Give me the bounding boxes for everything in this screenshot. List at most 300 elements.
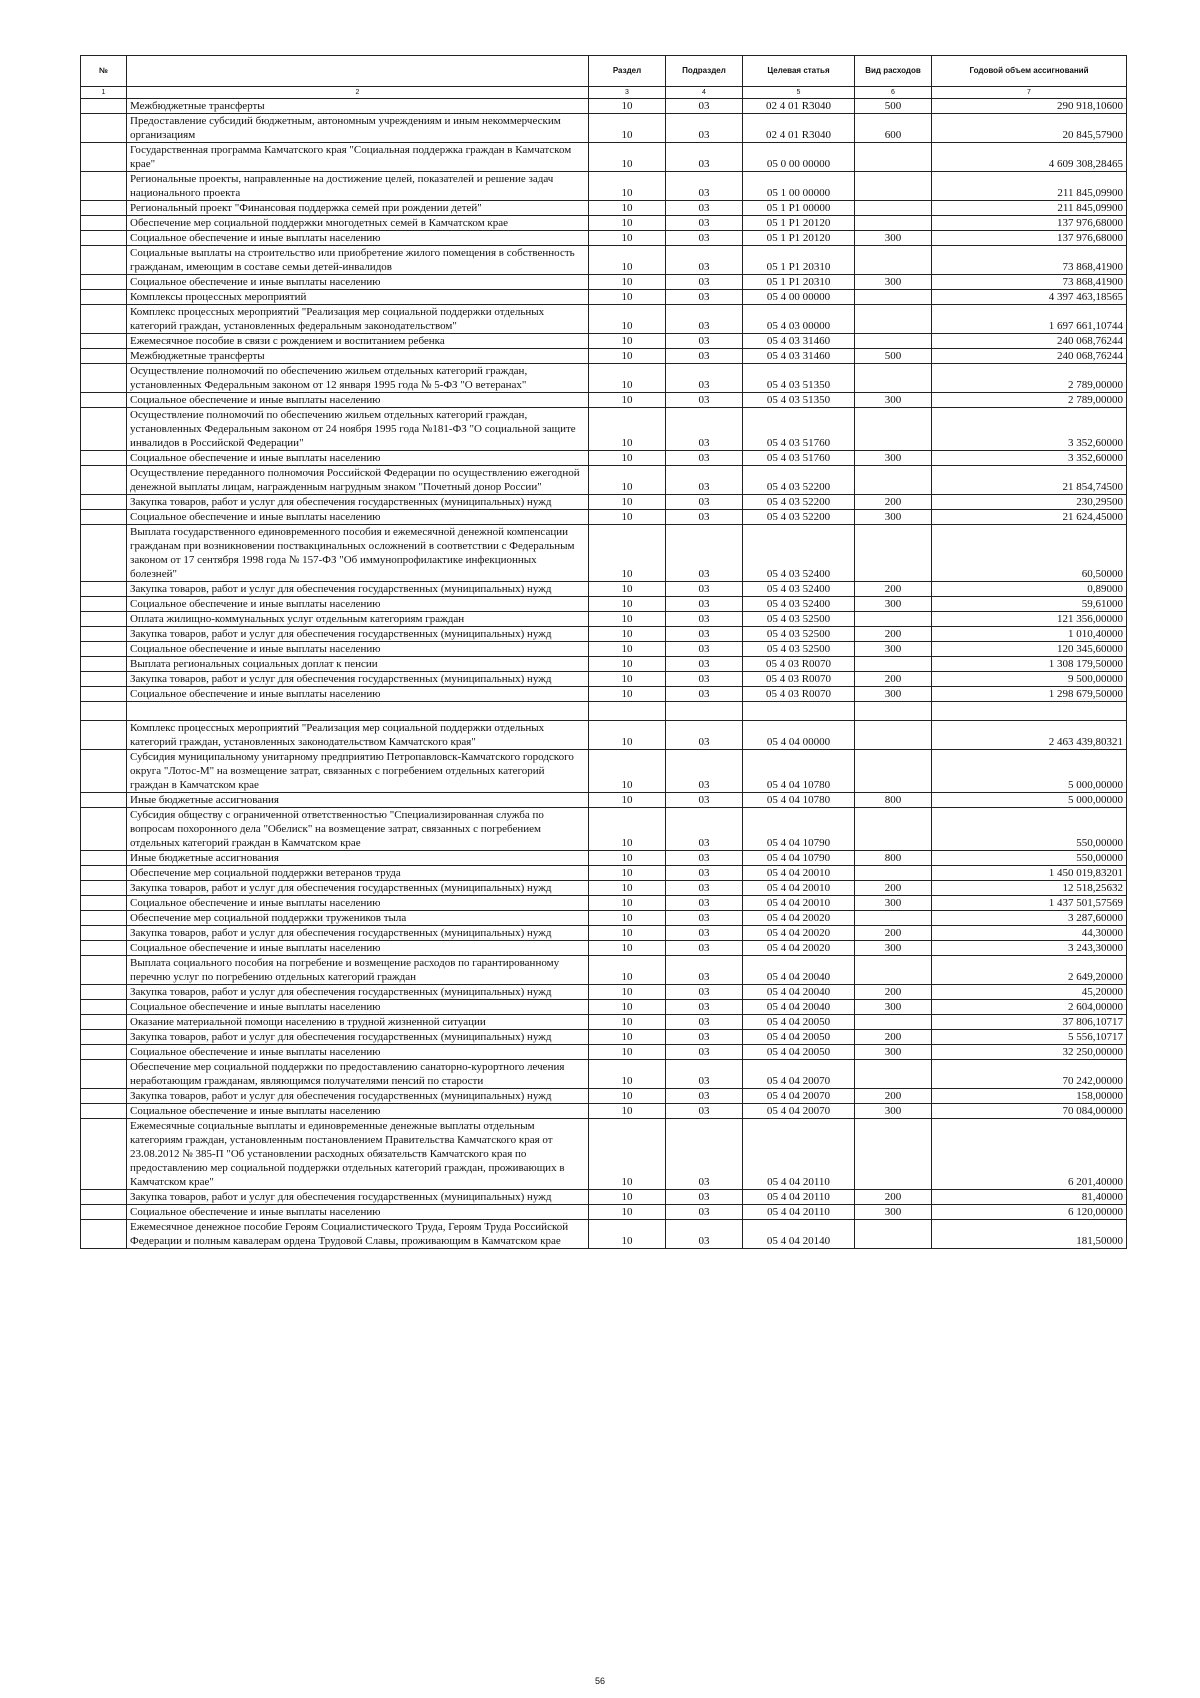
amount-cell: 2 649,20000 (932, 956, 1127, 985)
section-cell: 10 (589, 793, 666, 808)
expense-name-cell: Социальное обеспечение и иные выплаты населению (127, 597, 589, 612)
subsection-cell: 03 (666, 941, 743, 956)
row-number-cell (81, 1205, 127, 1220)
section-cell: 10 (589, 1205, 666, 1220)
table-row (81, 364, 1127, 393)
expense-name-cell: Обеспечение мер социальной поддержки ветеранов труда (127, 866, 589, 881)
target-article-cell: 05 4 03 52500 (743, 627, 855, 642)
header-name (127, 56, 589, 87)
table-row (81, 99, 1127, 114)
section-cell: 10 (589, 1119, 666, 1190)
expense-type-cell: 200 (855, 1190, 932, 1205)
expense-name-cell: Закупка товаров, работ и услуг для обеспечения государственных (муниципальных) нужд (127, 1089, 589, 1104)
subsection-cell: 03 (666, 305, 743, 334)
target-article-cell: 05 4 04 20050 (743, 1045, 855, 1060)
expense-name-cell: Закупка товаров, работ и услуг для обеспечения государственных (муниципальных) нужд (127, 1030, 589, 1045)
expense-type-cell: 200 (855, 672, 932, 687)
table-row (81, 851, 1127, 866)
target-article-cell: 05 1 P1 20310 (743, 246, 855, 275)
column-index: 7 (932, 87, 1127, 99)
section-cell: 10 (589, 627, 666, 642)
expense-type-cell (855, 721, 932, 750)
row-number-cell (81, 1060, 127, 1089)
row-number-cell (81, 750, 127, 793)
column-index: 3 (589, 87, 666, 99)
row-number-cell (81, 525, 127, 582)
table-row (81, 216, 1127, 231)
table-row (81, 657, 1127, 672)
table-row (81, 687, 1127, 702)
expense-type-cell (855, 143, 932, 172)
expense-name-cell: Субсидия муниципальному унитарному предприятию Петропавловск-Камчатского городского округа "Лотос-М" на возмещение затрат, связанных с погребением отдельных категорий граждан в Камчатском крае (127, 750, 589, 793)
row-number-cell (81, 393, 127, 408)
subsection-cell: 03 (666, 1119, 743, 1190)
expense-name-cell: Закупка товаров, работ и услуг для обеспечения государственных (муниципальных) нужд (127, 985, 589, 1000)
target-article-cell: 05 4 03 52200 (743, 495, 855, 510)
amount-cell: 137 976,68000 (932, 231, 1127, 246)
section-cell: 10 (589, 1220, 666, 1249)
expense-type-cell: 300 (855, 1000, 932, 1015)
column-index: 1 (81, 87, 127, 99)
expense-name-cell: Предоставление субсидий бюджетным, автономным учреждениям и иным некоммерческим организациям (127, 114, 589, 143)
table-row (81, 1045, 1127, 1060)
row-number-cell (81, 231, 127, 246)
target-article-cell: 05 4 03 51760 (743, 451, 855, 466)
expense-name-cell: Социальные выплаты на строительство или приобретение жилого помещения в собственность гражданам, имеющим в составе семьи детей-инвалидов (127, 246, 589, 275)
expense-name-cell: Закупка товаров, работ и услуг для обеспечения государственных (муниципальных) нужд (127, 1190, 589, 1205)
amount-cell: 240 068,76244 (932, 334, 1127, 349)
amount-cell: 6 201,40000 (932, 1119, 1127, 1190)
target-article-cell: 05 4 03 52500 (743, 612, 855, 627)
spacer-cell (743, 702, 855, 721)
target-article-cell: 05 4 04 20070 (743, 1089, 855, 1104)
row-number-cell (81, 582, 127, 597)
table-row (81, 926, 1127, 941)
row-number-cell (81, 510, 127, 525)
section-cell: 10 (589, 687, 666, 702)
target-article-cell: 05 4 03 R0070 (743, 672, 855, 687)
expense-name-cell: Государственная программа Камчатского края "Социальная поддержка граждан в Камчатском крае" (127, 143, 589, 172)
table-row (81, 349, 1127, 364)
subsection-cell: 03 (666, 408, 743, 451)
amount-cell: 211 845,09900 (932, 172, 1127, 201)
table-row (81, 143, 1127, 172)
section-cell: 10 (589, 364, 666, 393)
amount-cell: 5 556,10717 (932, 1030, 1127, 1045)
table-row (81, 896, 1127, 911)
section-cell: 10 (589, 114, 666, 143)
table-header-row (81, 56, 1127, 87)
section-cell: 10 (589, 1060, 666, 1089)
table-row (81, 866, 1127, 881)
table-row (81, 1190, 1127, 1205)
section-cell: 10 (589, 956, 666, 985)
row-number-cell (81, 1104, 127, 1119)
expense-name-cell: Закупка товаров, работ и услуг для обеспечения государственных (муниципальных) нужд (127, 672, 589, 687)
subsection-cell: 03 (666, 1030, 743, 1045)
expense-name-cell: Закупка товаров, работ и услуг для обеспечения государственных (муниципальных) нужд (127, 627, 589, 642)
section-cell: 10 (589, 275, 666, 290)
subsection-cell: 03 (666, 334, 743, 349)
amount-cell: 37 806,10717 (932, 1015, 1127, 1030)
expense-type-cell (855, 612, 932, 627)
table-row (81, 1205, 1127, 1220)
target-article-cell: 05 4 03 51760 (743, 408, 855, 451)
amount-cell: 21 854,74500 (932, 466, 1127, 495)
expense-type-cell: 200 (855, 881, 932, 896)
header-target-article: Целевая статья (743, 56, 855, 87)
subsection-cell: 03 (666, 642, 743, 657)
subsection-cell: 03 (666, 246, 743, 275)
expense-type-cell: 300 (855, 275, 932, 290)
expense-name-cell: Осуществление полномочий по обеспечению жильем отдельных категорий граждан, установленных Федеральным законом от 12 января 1995 года № 5-ФЗ "О ветеранах" (127, 364, 589, 393)
target-article-cell: 05 4 03 52200 (743, 466, 855, 495)
target-article-cell: 05 4 04 10780 (743, 750, 855, 793)
expense-name-cell: Региональные проекты, направленные на достижение целей, показателей и решение задач национального проекта (127, 172, 589, 201)
row-number-cell (81, 956, 127, 985)
subsection-cell: 03 (666, 1000, 743, 1015)
table-row (81, 1030, 1127, 1045)
amount-cell: 4 397 463,18565 (932, 290, 1127, 305)
row-number-cell (81, 1045, 127, 1060)
row-number-cell (81, 275, 127, 290)
section-cell: 10 (589, 896, 666, 911)
section-cell: 10 (589, 393, 666, 408)
target-article-cell: 05 4 03 51350 (743, 364, 855, 393)
section-cell: 10 (589, 305, 666, 334)
row-number-cell (81, 985, 127, 1000)
row-number-cell (81, 99, 127, 114)
section-cell: 10 (589, 510, 666, 525)
subsection-cell: 03 (666, 687, 743, 702)
expense-type-cell: 500 (855, 99, 932, 114)
amount-cell: 240 068,76244 (932, 349, 1127, 364)
target-article-cell: 05 4 04 10790 (743, 808, 855, 851)
table-row (81, 246, 1127, 275)
subsection-cell: 03 (666, 866, 743, 881)
expense-type-cell: 200 (855, 495, 932, 510)
section-cell: 10 (589, 1089, 666, 1104)
expense-type-cell: 300 (855, 231, 932, 246)
row-number-cell (81, 408, 127, 451)
expense-name-cell: Социальное обеспечение и иные выплаты населению (127, 451, 589, 466)
subsection-cell: 03 (666, 201, 743, 216)
expense-type-cell (855, 408, 932, 451)
subsection-cell: 03 (666, 597, 743, 612)
expense-name-cell: Межбюджетные трансферты (127, 99, 589, 114)
header-subsection: Подраздел (666, 56, 743, 87)
subsection-cell: 03 (666, 466, 743, 495)
row-number-cell (81, 1015, 127, 1030)
table-row (81, 525, 1127, 582)
amount-cell: 5 000,00000 (932, 793, 1127, 808)
target-article-cell: 02 4 01 R3040 (743, 114, 855, 143)
amount-cell: 70 242,00000 (932, 1060, 1127, 1089)
row-number-cell (81, 1190, 127, 1205)
amount-cell: 59,61000 (932, 597, 1127, 612)
budget-table (80, 55, 1127, 1249)
expense-name-cell: Обеспечение мер социальной поддержки многодетных семей в Камчатском крае (127, 216, 589, 231)
expense-type-cell: 200 (855, 1089, 932, 1104)
amount-cell: 550,00000 (932, 808, 1127, 851)
amount-cell: 21 624,45000 (932, 510, 1127, 525)
target-article-cell: 02 4 01 R3040 (743, 99, 855, 114)
expense-type-cell (855, 750, 932, 793)
row-number-cell (81, 687, 127, 702)
header-section: Раздел (589, 56, 666, 87)
section-cell: 10 (589, 642, 666, 657)
section-cell: 10 (589, 881, 666, 896)
amount-cell: 1 308 179,50000 (932, 657, 1127, 672)
section-cell: 10 (589, 246, 666, 275)
subsection-cell: 03 (666, 1205, 743, 1220)
expense-type-cell: 200 (855, 1030, 932, 1045)
amount-cell: 6 120,00000 (932, 1205, 1127, 1220)
amount-cell: 120 345,60000 (932, 642, 1127, 657)
table-row (81, 451, 1127, 466)
expense-type-cell: 300 (855, 1205, 932, 1220)
expense-type-cell (855, 290, 932, 305)
expense-type-cell (855, 1015, 932, 1030)
subsection-cell: 03 (666, 290, 743, 305)
amount-cell: 3 243,30000 (932, 941, 1127, 956)
target-article-cell: 05 1 P1 20120 (743, 216, 855, 231)
expense-type-cell (855, 911, 932, 926)
expense-name-cell: Социальное обеспечение и иные выплаты населению (127, 642, 589, 657)
row-number-cell (81, 672, 127, 687)
table-column-index-row (81, 87, 1127, 99)
expense-name-cell: Комплексы процессных мероприятий (127, 290, 589, 305)
expense-name-cell: Закупка товаров, работ и услуг для обеспечения государственных (муниципальных) нужд (127, 881, 589, 896)
amount-cell: 2 604,00000 (932, 1000, 1127, 1015)
section-cell: 10 (589, 99, 666, 114)
section-cell: 10 (589, 466, 666, 495)
subsection-cell: 03 (666, 1220, 743, 1249)
target-article-cell: 05 4 04 20010 (743, 896, 855, 911)
expense-type-cell: 200 (855, 985, 932, 1000)
section-cell: 10 (589, 172, 666, 201)
expense-name-cell: Обеспечение мер социальной поддержки по предоставлению санаторно-курортного лечения неработающим гражданам, являющимся получателями пенсий по старости (127, 1060, 589, 1089)
section-cell: 10 (589, 290, 666, 305)
expense-type-cell (855, 657, 932, 672)
table-row (81, 956, 1127, 985)
table-row (81, 334, 1127, 349)
target-article-cell: 05 4 04 20040 (743, 985, 855, 1000)
table-row (81, 275, 1127, 290)
spacer-cell (589, 702, 666, 721)
amount-cell: 1 437 501,57569 (932, 896, 1127, 911)
row-number-cell (81, 1220, 127, 1249)
section-cell: 10 (589, 1104, 666, 1119)
row-number-cell (81, 793, 127, 808)
target-article-cell: 05 4 04 20110 (743, 1119, 855, 1190)
row-number-cell (81, 926, 127, 941)
expense-name-cell: Иные бюджетные ассигнования (127, 793, 589, 808)
subsection-cell: 03 (666, 1190, 743, 1205)
subsection-cell: 03 (666, 393, 743, 408)
amount-cell: 137 976,68000 (932, 216, 1127, 231)
expense-name-cell: Осуществление полномочий по обеспечению жильем отдельных категорий граждан, установленных Федеральным законом от 24 ноября 1995 года №181-ФЗ "О социальной защите инвалидов в Российской Федерации" (127, 408, 589, 451)
amount-cell: 158,00000 (932, 1089, 1127, 1104)
section-cell: 10 (589, 525, 666, 582)
target-article-cell: 05 4 04 20040 (743, 1000, 855, 1015)
subsection-cell: 03 (666, 1015, 743, 1030)
header-number: № (81, 56, 127, 87)
row-number-cell (81, 896, 127, 911)
row-number-cell (81, 642, 127, 657)
section-cell: 10 (589, 866, 666, 881)
table-row (81, 510, 1127, 525)
subsection-cell: 03 (666, 985, 743, 1000)
expense-type-cell (855, 172, 932, 201)
row-number-cell (81, 246, 127, 275)
target-article-cell: 05 4 03 R0070 (743, 657, 855, 672)
row-number-cell (81, 172, 127, 201)
row-number-cell (81, 1000, 127, 1015)
expense-type-cell: 300 (855, 510, 932, 525)
table-row (81, 1000, 1127, 1015)
subsection-cell: 03 (666, 231, 743, 246)
expense-name-cell: Социальное обеспечение и иные выплаты населению (127, 941, 589, 956)
subsection-cell: 03 (666, 1104, 743, 1119)
subsection-cell: 03 (666, 911, 743, 926)
table-row (81, 642, 1127, 657)
table-row (81, 1104, 1127, 1119)
expense-name-cell: Социальное обеспечение и иные выплаты населению (127, 896, 589, 911)
section-cell: 10 (589, 612, 666, 627)
expense-type-cell: 600 (855, 114, 932, 143)
target-article-cell: 05 4 00 00000 (743, 290, 855, 305)
table-row (81, 305, 1127, 334)
table-row (81, 231, 1127, 246)
amount-cell: 12 518,25632 (932, 881, 1127, 896)
expense-name-cell: Закупка товаров, работ и услуг для обеспечения государственных (муниципальных) нужд (127, 926, 589, 941)
expense-type-cell: 300 (855, 642, 932, 657)
row-number-cell (81, 851, 127, 866)
target-article-cell: 05 1 P1 00000 (743, 201, 855, 216)
expense-name-cell: Выплата государственного единовременного пособия и ежемесячной денежной компенсации гражданам при возникновении поствакцинальных осложнений в соответствии с Федеральным законом от 17 сентября 1998 года № 157-ФЗ "Об иммунопрофилактике инфекционных болезней" (127, 525, 589, 582)
row-number-cell (81, 305, 127, 334)
spacer-cell (855, 702, 932, 721)
subsection-cell: 03 (666, 657, 743, 672)
target-article-cell: 05 4 04 20050 (743, 1030, 855, 1045)
expense-type-cell (855, 364, 932, 393)
section-cell: 10 (589, 582, 666, 597)
target-article-cell: 05 4 04 20070 (743, 1104, 855, 1119)
table-row (81, 201, 1127, 216)
subsection-cell: 03 (666, 612, 743, 627)
subsection-cell: 03 (666, 143, 743, 172)
subsection-cell: 03 (666, 627, 743, 642)
target-article-cell: 05 4 03 R0070 (743, 687, 855, 702)
expense-type-cell (855, 525, 932, 582)
expense-name-cell: Социальное обеспечение и иные выплаты населению (127, 510, 589, 525)
table-row (81, 750, 1127, 793)
section-cell: 10 (589, 143, 666, 172)
table-row (81, 582, 1127, 597)
table-row (81, 672, 1127, 687)
row-number-cell (81, 114, 127, 143)
expense-name-cell: Осуществление переданного полномочия Российской Федерации по осуществлению ежегодной денежной выплаты лицам, награжденным нагрудным знаком "Почетный донор России" (127, 466, 589, 495)
section-cell: 10 (589, 1015, 666, 1030)
subsection-cell: 03 (666, 216, 743, 231)
target-article-cell: 05 4 04 20010 (743, 866, 855, 881)
expense-name-cell: Социальное обеспечение и иные выплаты населению (127, 1045, 589, 1060)
amount-cell: 290 918,10600 (932, 99, 1127, 114)
row-number-cell (81, 143, 127, 172)
amount-cell: 1 298 679,50000 (932, 687, 1127, 702)
row-number-cell (81, 941, 127, 956)
table-row (81, 597, 1127, 612)
expense-name-cell: Социальное обеспечение и иные выплаты населению (127, 393, 589, 408)
subsection-cell: 03 (666, 1089, 743, 1104)
subsection-cell: 03 (666, 793, 743, 808)
section-cell: 10 (589, 941, 666, 956)
target-article-cell: 05 4 03 52400 (743, 597, 855, 612)
column-index: 2 (127, 87, 589, 99)
table-row (81, 408, 1127, 451)
section-cell: 10 (589, 597, 666, 612)
target-article-cell: 05 4 04 20050 (743, 1015, 855, 1030)
amount-cell: 60,50000 (932, 525, 1127, 582)
target-article-cell: 05 4 03 52400 (743, 525, 855, 582)
expense-type-cell (855, 1220, 932, 1249)
expense-type-cell (855, 334, 932, 349)
table-row (81, 466, 1127, 495)
expense-type-cell: 800 (855, 851, 932, 866)
expense-type-cell: 300 (855, 597, 932, 612)
row-number-cell (81, 495, 127, 510)
expense-type-cell: 200 (855, 582, 932, 597)
table-row (81, 793, 1127, 808)
target-article-cell: 05 4 04 20140 (743, 1220, 855, 1249)
row-number-cell (81, 201, 127, 216)
amount-cell: 3 352,60000 (932, 408, 1127, 451)
subsection-cell: 03 (666, 510, 743, 525)
row-number-cell (81, 216, 127, 231)
subsection-cell: 03 (666, 926, 743, 941)
table-row (81, 721, 1127, 750)
target-article-cell: 05 4 04 20020 (743, 926, 855, 941)
table-row (81, 290, 1127, 305)
column-index: 5 (743, 87, 855, 99)
section-cell: 10 (589, 657, 666, 672)
expense-name-cell: Ежемесячное пособие в связи с рождением и воспитанием ребенка (127, 334, 589, 349)
spacer-cell (81, 702, 127, 721)
table-row (81, 911, 1127, 926)
row-number-cell (81, 866, 127, 881)
budget-sheet (80, 55, 1126, 1249)
row-number-cell (81, 808, 127, 851)
expense-type-cell (855, 808, 932, 851)
subsection-cell: 03 (666, 1060, 743, 1089)
table-row (81, 881, 1127, 896)
amount-cell: 3 287,60000 (932, 911, 1127, 926)
amount-cell: 73 868,41900 (932, 275, 1127, 290)
expense-name-cell: Выплата региональных социальных доплат к пенсии (127, 657, 589, 672)
table-row (81, 1060, 1127, 1089)
target-article-cell: 05 4 03 31460 (743, 334, 855, 349)
expense-name-cell: Субсидия обществу с ограниченной ответственностью "Специализированная служба по вопросам похоронного дела "Обелиск" на возмещение затрат, связанных с погребением отдельных категорий граждан в Камчатском крае (127, 808, 589, 851)
expense-name-cell: Закупка товаров, работ и услуг для обеспечения государственных (муниципальных) нужд (127, 495, 589, 510)
spacer-row (81, 702, 1127, 721)
expense-type-cell: 300 (855, 393, 932, 408)
expense-type-cell: 300 (855, 451, 932, 466)
target-article-cell: 05 4 03 31460 (743, 349, 855, 364)
table-row (81, 612, 1127, 627)
expense-type-cell: 300 (855, 896, 932, 911)
expense-name-cell: Выплата социального пособия на погребение и возмещение расходов по гарантированному перечню услуг по погребению отдельных категорий граждан (127, 956, 589, 985)
